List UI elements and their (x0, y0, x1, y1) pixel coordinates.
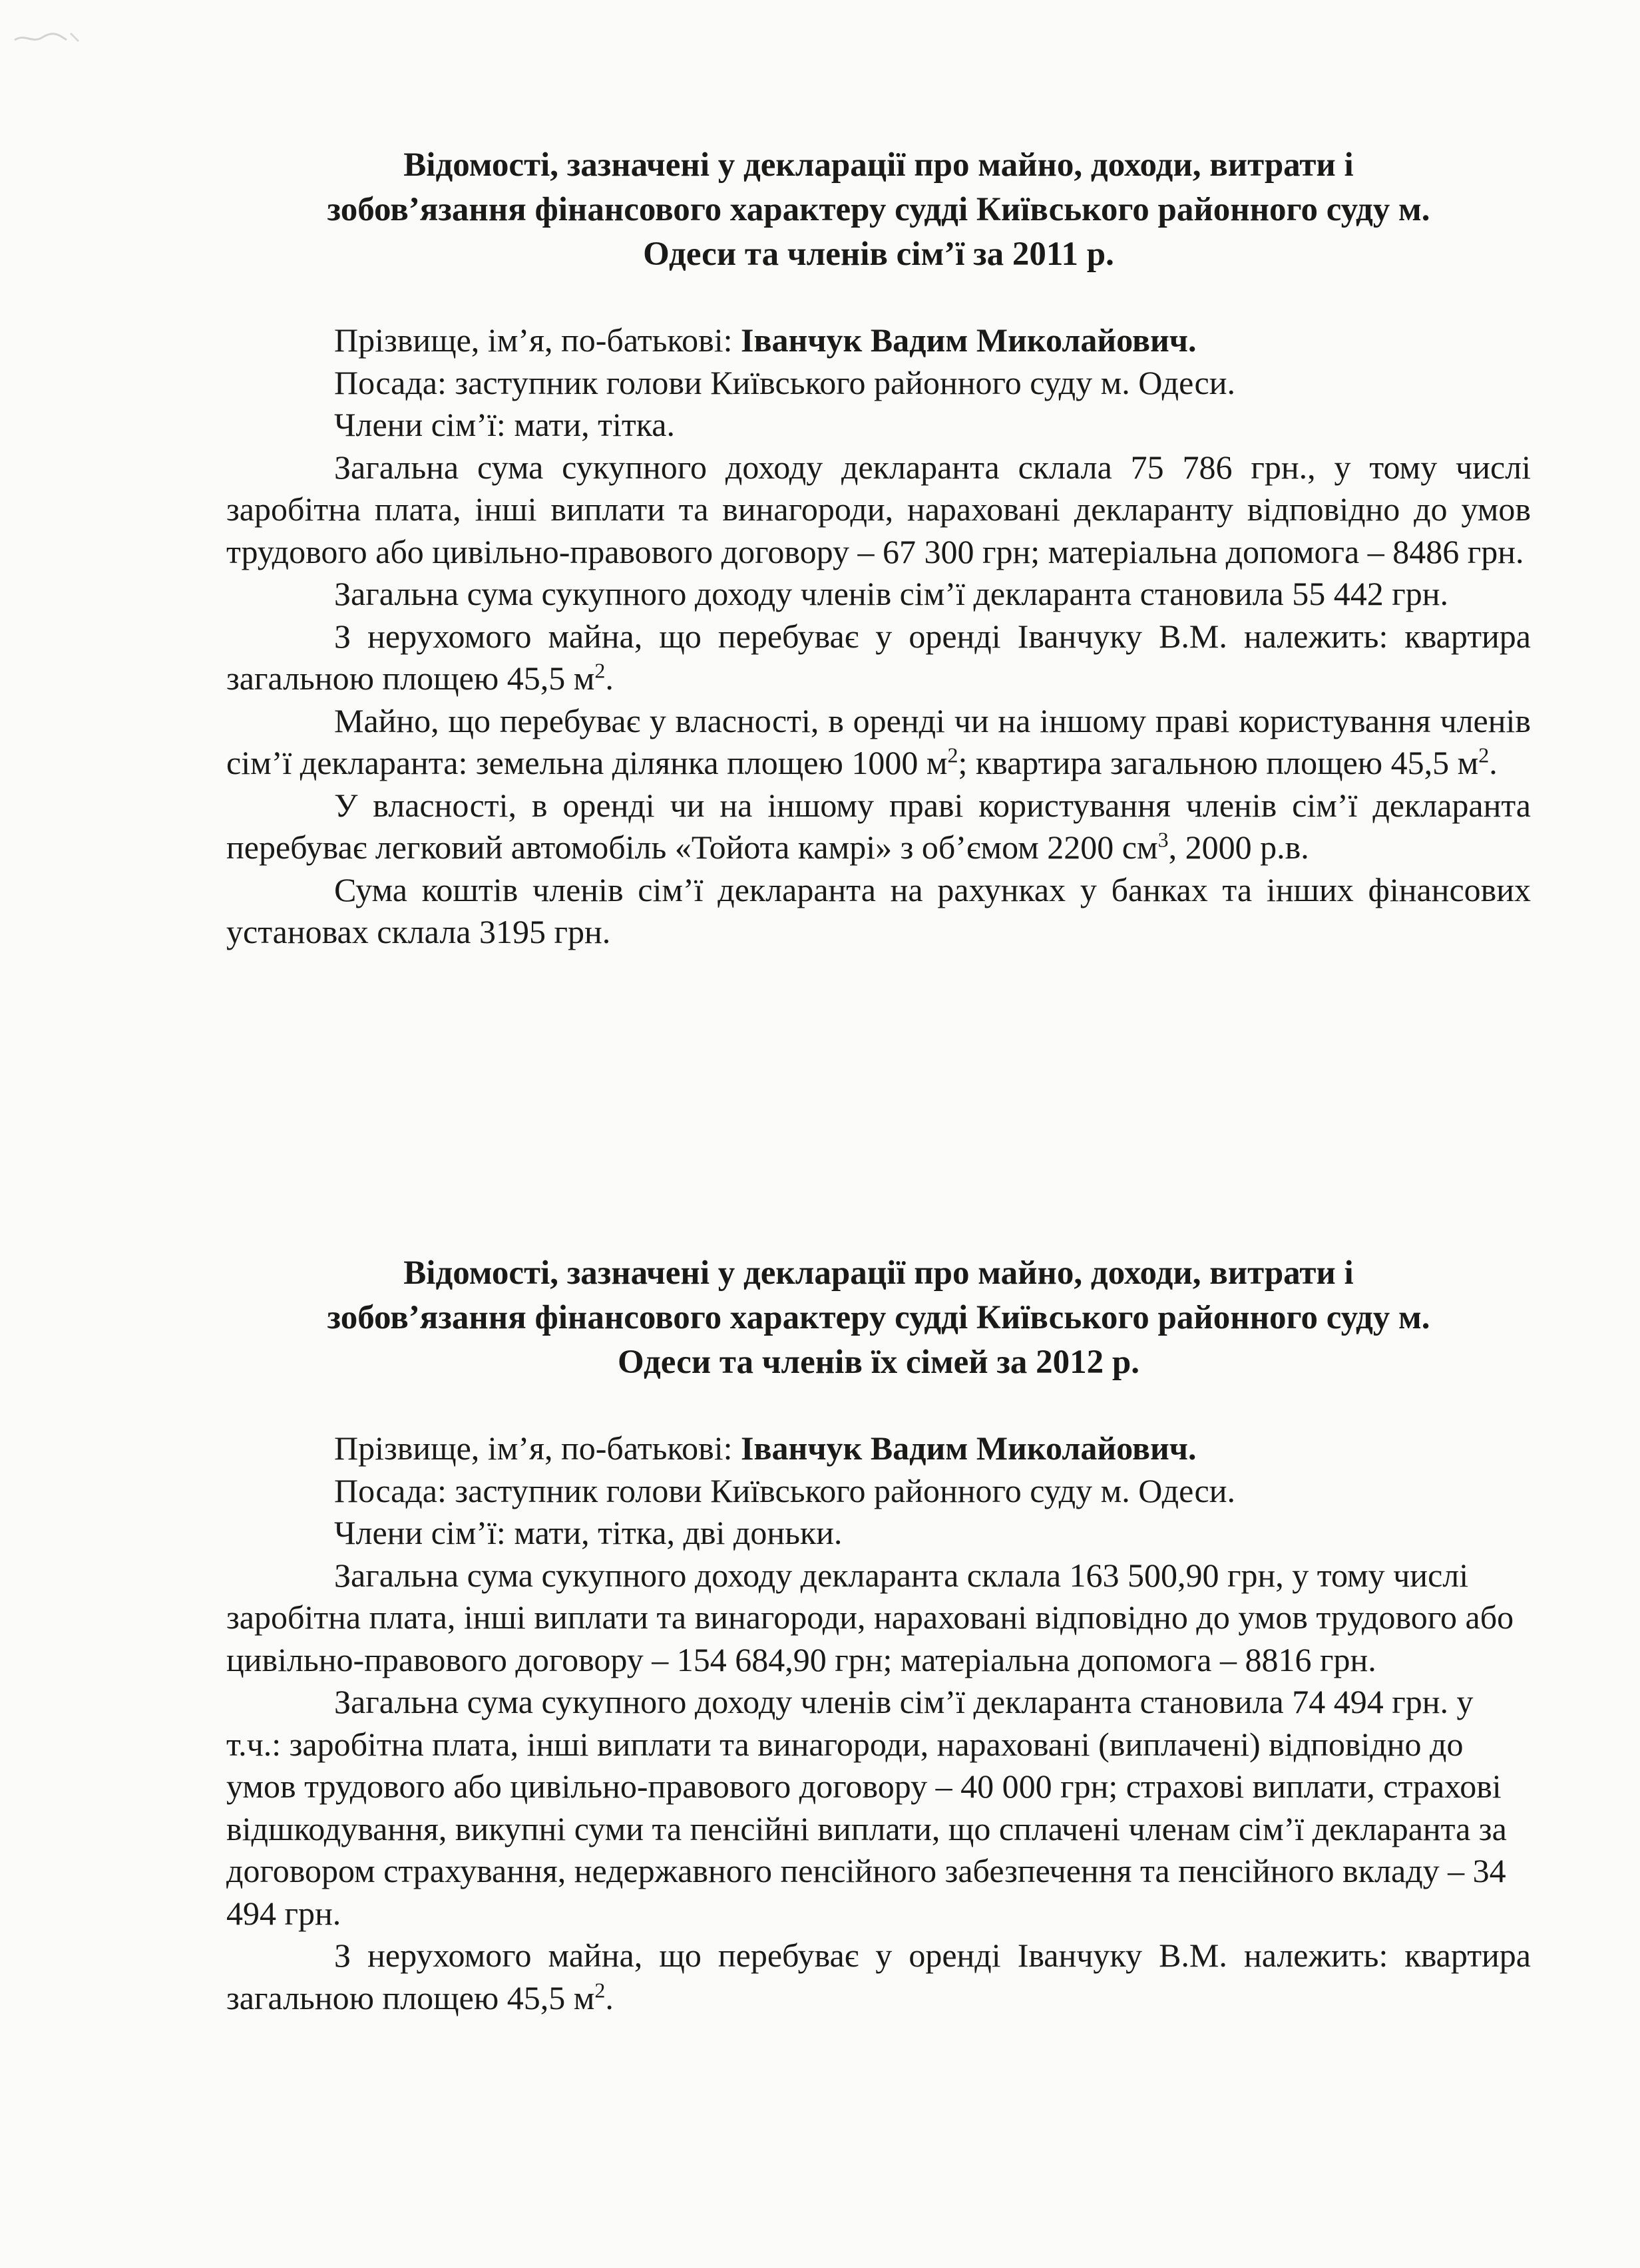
period: . (605, 1979, 614, 2016)
name-line (226, 1427, 1531, 1470)
family-line: Члени сім’ї: мати, тітка, дві доньки. (334, 1514, 843, 1551)
family-property-text: ; квартира загальною площею 45,5 м (958, 744, 1479, 781)
real-estate-text: З нерухомого майна, що перебуває у оренді Іванчуку В.М. належить: квартира загальною площею 45,5 м (226, 617, 1531, 697)
real-estate-paragraph (226, 616, 1531, 700)
family-property-text: Майно, що перебуває у власності, в оренді чи на іншому праві користування членів сім’ї декларанта: земельна ділянка площею 1000 м (226, 701, 1531, 781)
family-property-paragraph (226, 700, 1531, 785)
declaration-2011-body (226, 319, 1531, 954)
declaration-2011-heading (226, 143, 1531, 277)
heading-line: зобов’язання фінансового характеру судді Київського районного суду м. (327, 191, 1430, 228)
car-year: , 2000 р.в. (1168, 829, 1309, 866)
superscript-2: 2 (594, 658, 606, 683)
declaration-2012-body (226, 1427, 1531, 2019)
car-paragraph (226, 785, 1531, 869)
real-estate-paragraph (226, 1935, 1531, 2019)
superscript-2: 2 (947, 743, 958, 767)
name-value: Іванчук Вадим Миколайович. (741, 1429, 1197, 1467)
family-line: Члени сім’ї: мати, тітка. (334, 406, 675, 443)
heading-line: Відомості, зазначені у декларації про майно, доходи, витрати і (403, 1254, 1354, 1292)
name-label: Прізвище, ім’я, по-батькові: (334, 1429, 741, 1467)
declaration-2012-heading (226, 1251, 1531, 1385)
car-text: У власності, в оренді чи на іншому праві користування членів сім’ї декларанта перебуває легковий автомобіль «Тойота камрі» з об’ємом 2200 см (226, 786, 1531, 866)
name-label: Прізвище, ім’я, по-батькові: (334, 321, 741, 359)
name-line (226, 319, 1531, 362)
heading-line: Одеси та членів сім’ї за 2011 р. (643, 236, 1114, 273)
superscript-2: 2 (1478, 743, 1490, 767)
declaration-2011 (226, 143, 1531, 954)
real-estate-text: З нерухомого майна, що перебуває у оренді Іванчуку В.М. належить: квартира загальною площею 45,5 м (226, 1937, 1531, 2016)
declaration-2012 (226, 1251, 1531, 2019)
heading-line: Одеси та членів їх сімей за 2012 р. (618, 1344, 1139, 1381)
family-income-paragraph: Загальна сума сукупного доходу членів сім’ї декларанта становила 55 442 грн. (334, 575, 1448, 612)
scan-mark (12, 27, 85, 49)
position-line: Посада: заступник голови Київського районного суду м. Одеси. (334, 1471, 1235, 1509)
superscript-2: 2 (594, 1977, 606, 2002)
period: . (1489, 744, 1498, 781)
heading-line: зобов’язання фінансового характеру судді Київського районного суду м. (327, 1299, 1430, 1336)
position-line: Посада: заступник голови Київського районного суду м. Одеси. (334, 363, 1235, 401)
name-value: Іванчук Вадим Миколайович. (741, 321, 1197, 359)
heading-line: Відомості, зазначені у декларації про майно, доходи, витрати і (403, 146, 1354, 184)
income-paragraph: Загальна сума сукупного доходу декларанта склала 163 500,90 грн, у тому числі заробітна плата, інші виплати та винагороди, нараховані відповідно до умов трудового або цивільно-правового договору – 154 684,90 грн; матеріальна допомога – 8816 грн. (226, 1556, 1514, 1678)
bank-paragraph: Сума коштів членів сім’ї декларанта на рахунках у банках та інших фінансових установах склала 3195 грн. (226, 870, 1531, 950)
period: . (605, 660, 614, 697)
income-paragraph: Загальна сума сукупного доходу декларанта склала 75 786 грн., у тому числі заробітна плата, інші виплати та винагороди, нараховані декларанту відповідно до умов трудового або цивільно-правового договору – 67 300 грн; матеріальна допомога – 8486 грн. (226, 448, 1531, 570)
superscript-3: 3 (1157, 827, 1169, 852)
family-income-paragraph: Загальна сума сукупного доходу членів сім’ї декларанта становила 74 494 грн. у т.ч.: заробітна плата, інші виплати та винагороди, нараховані (виплачені) відповідно до умов трудового або цивільно-правового договору – 40 000 грн; страхові виплати, страхові відшкодування, викупні суми та пенсійні виплати, що сплачені членам сім’ї декларанта за договором страхування, недержавного пенсійного забезпечення та пенсійного вкладу – 34 494 грн. (226, 1683, 1507, 1932)
